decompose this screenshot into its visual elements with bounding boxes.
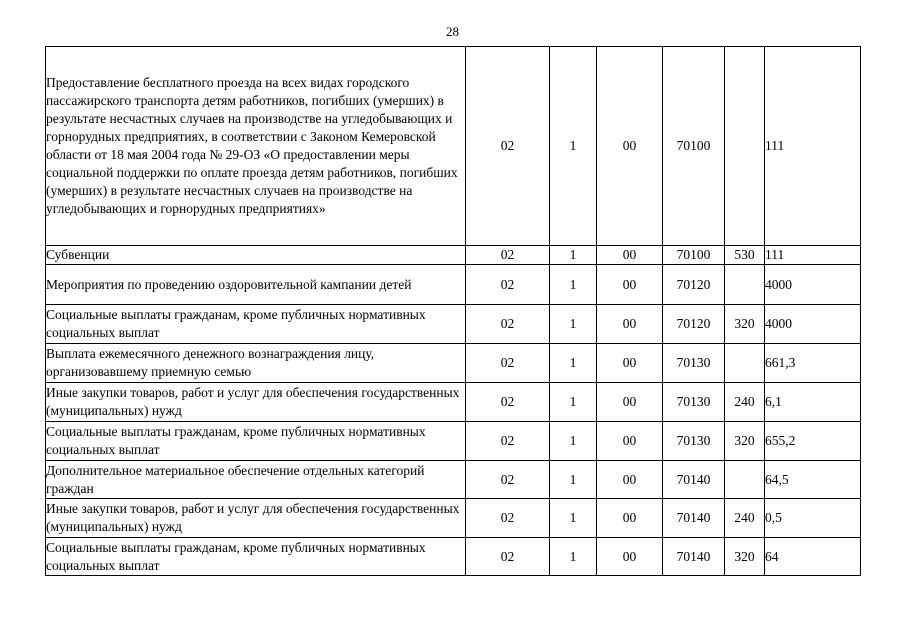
- row-sub: 00: [597, 383, 663, 422]
- row-amount: 4000: [765, 265, 861, 305]
- row-name: Субвенции: [46, 246, 466, 265]
- page-number: 28: [446, 24, 459, 39]
- row-sub: 00: [597, 499, 663, 538]
- row-type: [725, 47, 765, 246]
- table-row: [46, 344, 861, 383]
- row-sub: 00: [597, 538, 663, 576]
- row-type: [725, 461, 765, 499]
- row-code: 70130: [663, 344, 725, 383]
- row-type: 530: [725, 246, 765, 265]
- row-name: Иные закупки товаров, работ и услуг для обеспечения государственных (муниципальных) нужд: [46, 499, 466, 538]
- row-section: 02: [466, 47, 550, 246]
- row-amount: 64: [765, 538, 861, 576]
- row-sub: 00: [597, 344, 663, 383]
- row-sub: 00: [597, 461, 663, 499]
- row-sub: 00: [597, 246, 663, 265]
- row-subsection: 1: [550, 305, 597, 344]
- row-code: 70100: [663, 246, 725, 265]
- row-amount: 111: [765, 47, 861, 246]
- row-sub: 00: [597, 422, 663, 461]
- table-row: [46, 383, 861, 422]
- row-code: 70120: [663, 265, 725, 305]
- row-subsection: 1: [550, 47, 597, 246]
- row-subsection: 1: [550, 538, 597, 576]
- row-section: 02: [466, 305, 550, 344]
- row-section: 02: [466, 538, 550, 576]
- row-section: 02: [466, 461, 550, 499]
- row-code: 70140: [663, 461, 725, 499]
- row-name: Социальные выплаты гражданам, кроме публичных нормативных социальных выплат: [46, 305, 466, 344]
- table-row: [46, 461, 861, 499]
- row-amount: 64,5: [765, 461, 861, 499]
- row-sub: 00: [597, 47, 663, 246]
- row-section: 02: [466, 499, 550, 538]
- row-name: Социальные выплаты гражданам, кроме публичных нормативных социальных выплат: [46, 538, 466, 576]
- row-code: 70130: [663, 383, 725, 422]
- row-subsection: 1: [550, 461, 597, 499]
- row-code: 70140: [663, 538, 725, 576]
- row-name: Выплата ежемесячного денежного вознаграждения лицу, организовавшему приемную семью: [46, 344, 466, 383]
- table-row: [46, 305, 861, 344]
- table-row: [46, 246, 861, 265]
- row-amount: 6,1: [765, 383, 861, 422]
- row-type: 320: [725, 538, 765, 576]
- row-amount: 655,2: [765, 422, 861, 461]
- row-code: 70100: [663, 47, 725, 246]
- row-type: [725, 265, 765, 305]
- table-row: [46, 422, 861, 461]
- row-amount: 0,5: [765, 499, 861, 538]
- table-row: [46, 499, 861, 538]
- row-code: 70120: [663, 305, 725, 344]
- row-type: 320: [725, 305, 765, 344]
- row-amount: 4000: [765, 305, 861, 344]
- row-subsection: 1: [550, 383, 597, 422]
- row-name: Иные закупки товаров, работ и услуг для обеспечения государственных (муниципальных) нужд: [46, 383, 466, 422]
- table-row: [46, 265, 861, 305]
- row-section: 02: [466, 265, 550, 305]
- budget-table: [45, 46, 861, 576]
- row-amount: 111: [765, 246, 861, 265]
- row-sub: 00: [597, 305, 663, 344]
- row-code: 70140: [663, 499, 725, 538]
- table-row: [46, 538, 861, 576]
- row-type: 320: [725, 422, 765, 461]
- row-name: Предоставление бесплатного проезда на всех видах городского пассажирского транспорта детям работников, погибших (умерших) в результате несчастных случаев на производстве на угледобывающих и горнорудных предприятиях, в соответствии с Законом Кемеровской области от 18 мая 2004 года № 29-ОЗ «О предоставлении меры социальной поддержки по оплате проезда детям работников, погибших (умерших) в результате несчастных случаев на производстве на угледобывающих и горнорудных предприятиях»: [46, 47, 466, 246]
- row-subsection: 1: [550, 344, 597, 383]
- row-amount: 661,3: [765, 344, 861, 383]
- table-row: [46, 47, 861, 246]
- row-subsection: 1: [550, 499, 597, 538]
- row-name: Дополнительное материальное обеспечение отдельных категорий граждан: [46, 461, 466, 499]
- row-subsection: 1: [550, 265, 597, 305]
- row-section: 02: [466, 246, 550, 265]
- row-section: 02: [466, 383, 550, 422]
- row-name: Мероприятия по проведению оздоровительной кампании детей: [46, 265, 466, 305]
- row-type: [725, 344, 765, 383]
- row-code: 70130: [663, 422, 725, 461]
- row-type: 240: [725, 383, 765, 422]
- row-section: 02: [466, 422, 550, 461]
- row-sub: 00: [597, 265, 663, 305]
- row-subsection: 1: [550, 246, 597, 265]
- row-subsection: 1: [550, 422, 597, 461]
- row-type: 240: [725, 499, 765, 538]
- row-section: 02: [466, 344, 550, 383]
- row-name: Социальные выплаты гражданам, кроме публичных нормативных социальных выплат: [46, 422, 466, 461]
